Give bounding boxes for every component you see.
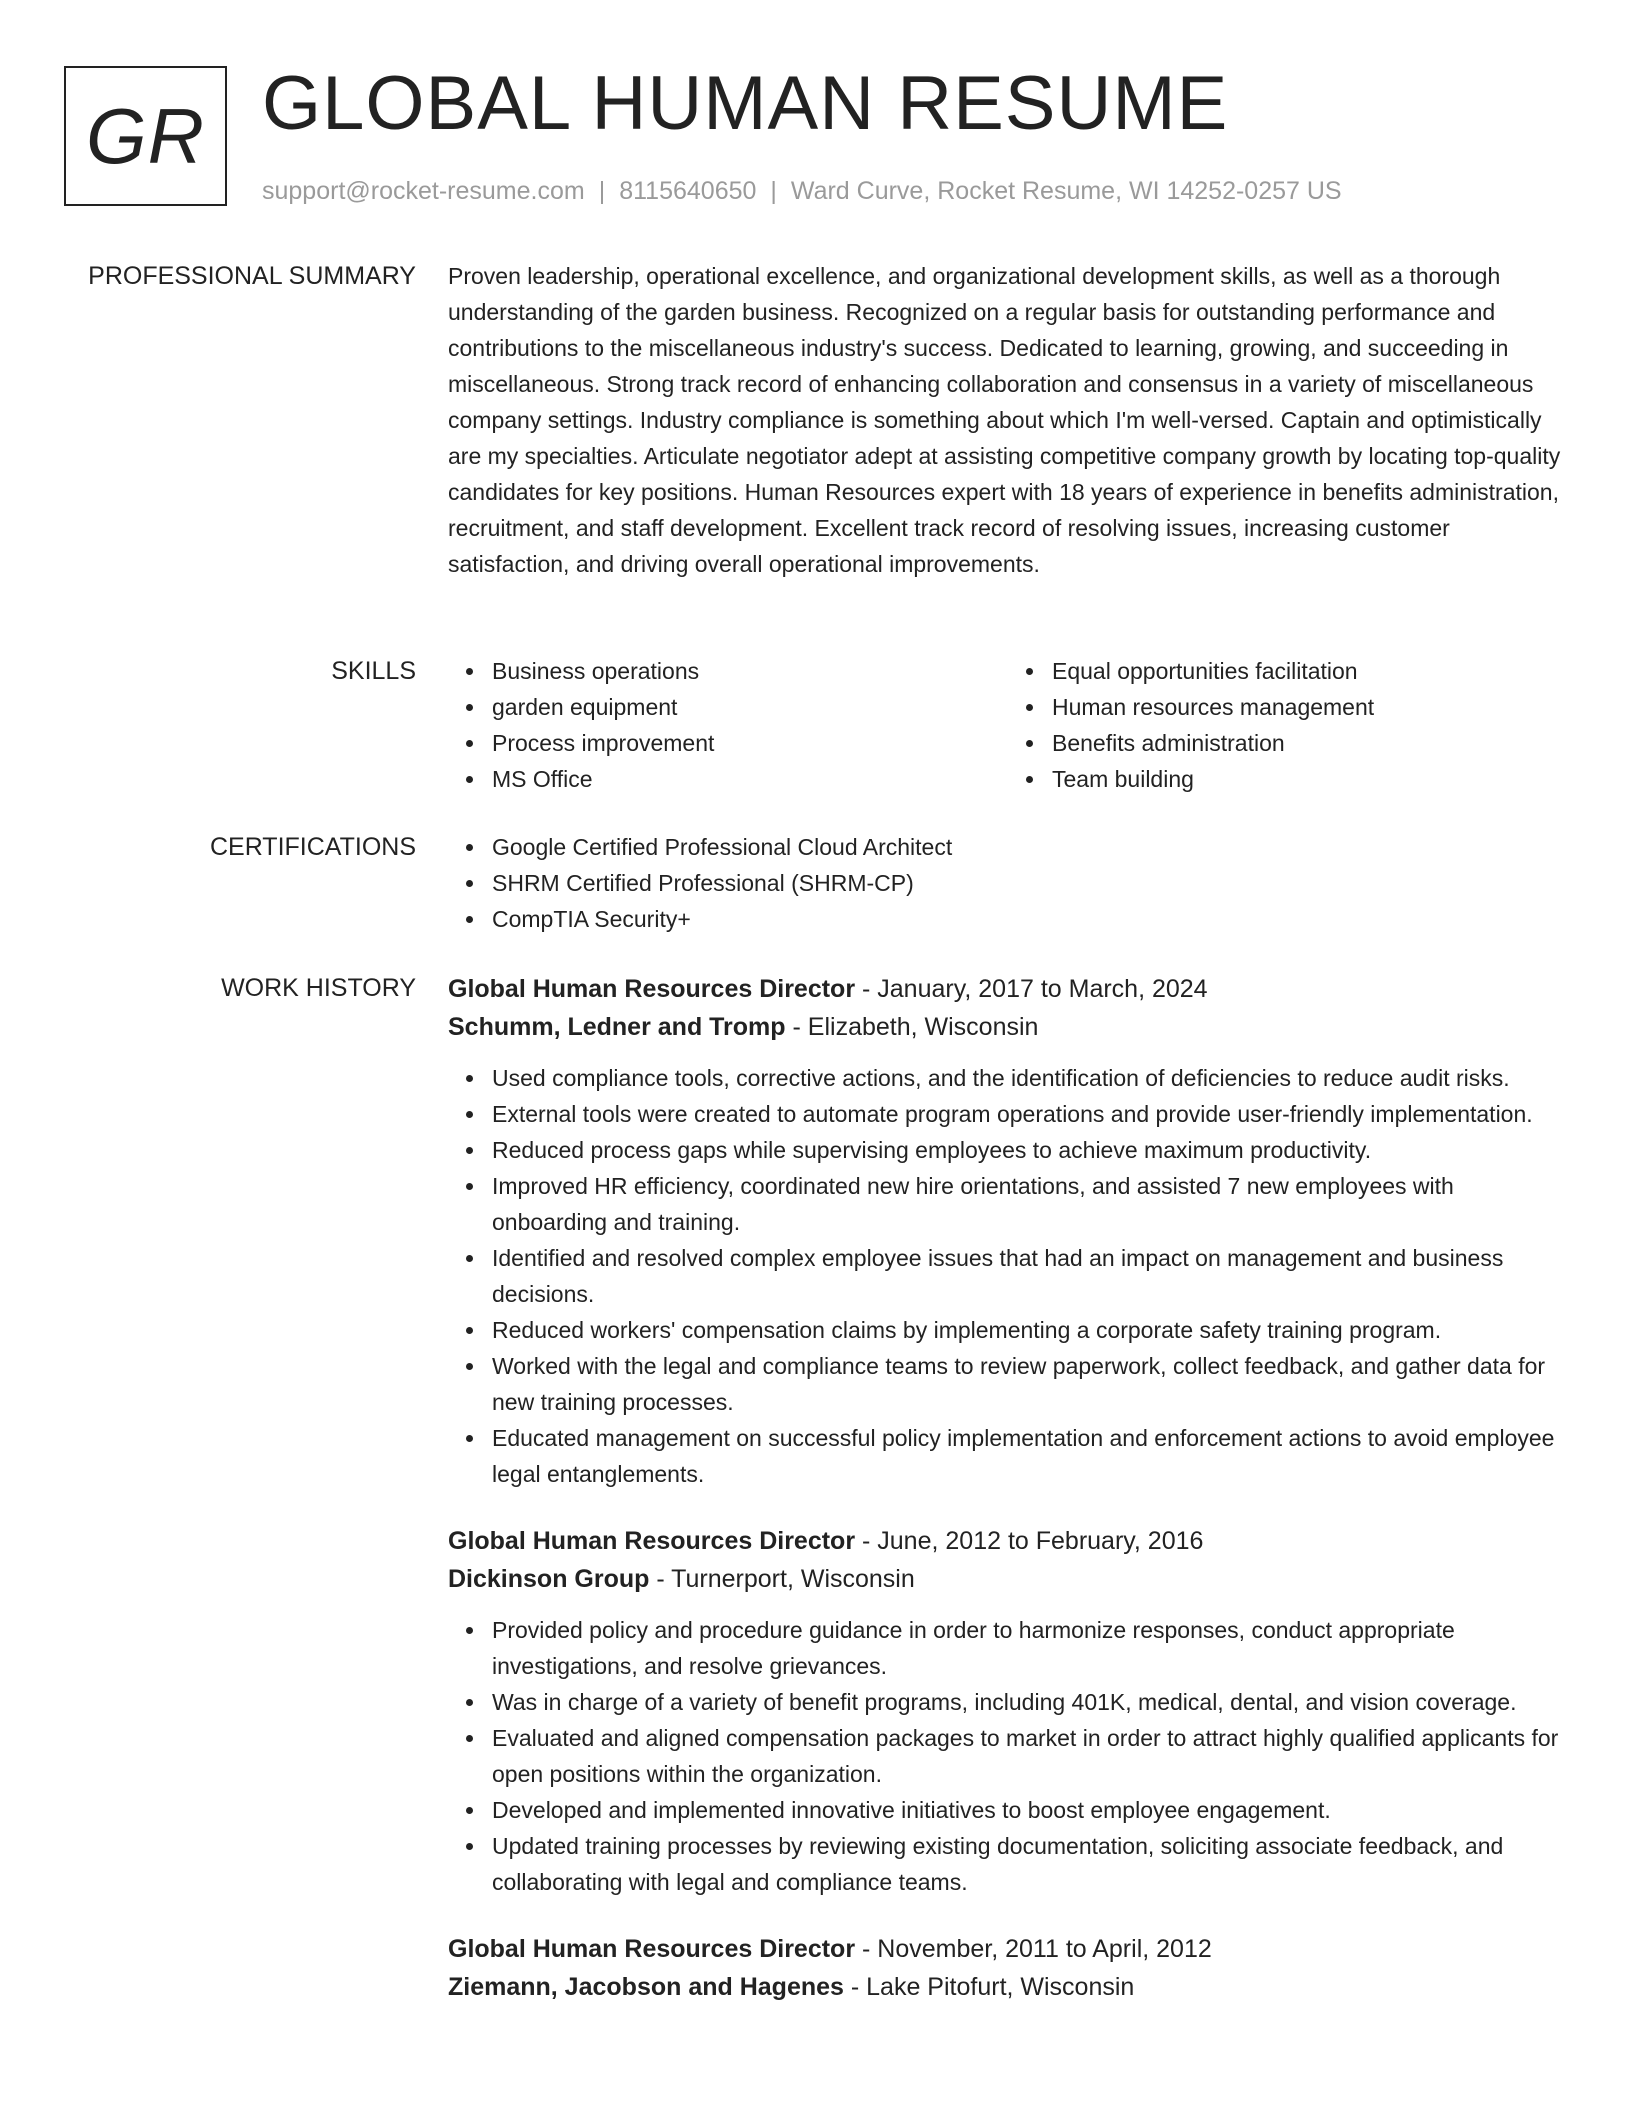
job-company: Schumm, Ledner and Tromp	[448, 1013, 786, 1041]
contact-line	[262, 174, 1342, 208]
job-entry	[448, 1930, 1568, 2006]
work-body	[448, 970, 1568, 2036]
job-title: Global Human Resources Director	[448, 1527, 856, 1555]
summary-text: Proven leadership, operational excellence, and organizational development skills, as well as a thorough understanding of the garden business. Recognized on a regular basis for outstanding performance and contributions to the miscellaneous industry's success. Dedicated to learning, growing, and succeeding in miscellaneous. Strong track record of enhancing collaboration and consensus in a variety of miscellaneous company settings. Industry compliance is something about which I'm well-versed. Captain and optimistically are my specialties. Articulate negotiator adept at assisting competitive company growth by locating top-quality candidates for key positions. Human Resources expert with 18 years of experience in benefits administration, recruitment, and staff development. Excellent track record of resolving issues, increasing customer satisfaction, and driving overall operational improvements.	[448, 263, 1561, 577]
job-duty-item: Developed and implemented innovative initiatives to boost employee engagement.	[492, 1792, 1568, 1828]
skill-item: Process improvement	[492, 725, 1008, 761]
job-dates: - June, 2012 to February, 2016	[855, 1527, 1204, 1555]
job-title: Global Human Resources Director	[448, 975, 856, 1003]
job-company-line	[448, 1560, 1568, 1598]
job-duty-item: Updated training processes by reviewing existing documentation, soliciting associate feedback, and collaborating with legal and compliance teams.	[492, 1828, 1568, 1900]
work-label: WORK HISTORY	[221, 974, 416, 1002]
skill-item: Business operations	[492, 653, 1008, 689]
monogram-initials: GR	[86, 91, 205, 180]
job-duties-list	[448, 1612, 1568, 1900]
skill-item: Equal opportunities facilitation	[1052, 653, 1568, 689]
contact-separator: |	[598, 177, 606, 205]
certifications-body	[448, 829, 1568, 937]
skills-label: SKILLS	[331, 657, 416, 685]
skill-item: garden equipment	[492, 689, 1008, 725]
resume-name: GLOBAL HUMAN RESUME	[262, 61, 1229, 146]
job-location: - Elizabeth, Wisconsin	[785, 1013, 1039, 1041]
job-location: - Turnerport, Wisconsin	[649, 1565, 915, 1593]
contact-address: Ward Curve, Rocket Resume, WI 14252-0257 US	[790, 177, 1342, 205]
job-company: Ziemann, Jacobson and Hagenes	[448, 1973, 844, 2001]
job-location: - Lake Pitofurt, Wisconsin	[843, 1973, 1135, 2001]
skills-body	[448, 653, 1568, 797]
job-duty-item: Was in charge of a variety of benefit programs, including 401K, medical, dental, and vision coverage.	[492, 1684, 1568, 1720]
job-title-line	[448, 1522, 1568, 1560]
job-duty-item: Worked with the legal and compliance teams to review paperwork, collect feedback, and gather data for new training processes.	[492, 1348, 1568, 1420]
summary-body	[448, 258, 1568, 582]
certification-item: Google Certified Professional Cloud Architect	[492, 829, 1568, 865]
job-entry	[448, 1522, 1568, 1900]
skill-item: MS Office	[492, 761, 1008, 797]
job-company-line	[448, 1968, 1568, 2006]
job-duty-item: Used compliance tools, corrective actions, and the identification of deficiencies to reduce audit risks.	[492, 1060, 1568, 1096]
contact-separator: |	[770, 177, 777, 205]
job-duty-item: Provided policy and procedure guidance in order to harmonize responses, conduct appropriate investigations, and resolve grievances.	[492, 1612, 1568, 1684]
job-duties-list	[448, 1060, 1568, 1492]
job-company: Dickinson Group	[448, 1565, 650, 1593]
job-dates: - January, 2017 to March, 2024	[855, 975, 1208, 1003]
contact-email: support@rocket-resume.com	[262, 177, 585, 205]
certifications-label: CERTIFICATIONS	[209, 833, 416, 861]
job-duty-item: Educated management on successful policy implementation and enforcement actions to avoid employee legal entanglements.	[492, 1420, 1568, 1492]
job-entry	[448, 970, 1568, 1492]
skills-list-right	[1008, 653, 1568, 797]
certifications-list	[448, 829, 1568, 937]
job-dates: - November, 2011 to April, 2012	[855, 1935, 1212, 1963]
job-duty-item: Improved HR efficiency, coordinated new hire orientations, and assisted 7 new employees with onboarding and training.	[492, 1168, 1568, 1240]
skill-item: Team building	[1052, 761, 1568, 797]
certification-item: SHRM Certified Professional (SHRM-CP)	[492, 865, 1568, 901]
summary-label: PROFESSIONAL SUMMARY	[88, 262, 416, 290]
skills-list-left	[448, 653, 1008, 797]
skill-item: Benefits administration	[1052, 725, 1568, 761]
job-duty-item: External tools were created to automate program operations and provide user-friendly implementation.	[492, 1096, 1568, 1132]
job-duty-item: Evaluated and aligned compensation packages to market in order to attract highly qualified applicants for open positions within the organization.	[492, 1720, 1568, 1792]
certification-item: CompTIA Security+	[492, 901, 1568, 937]
job-title-line	[448, 1930, 1568, 1968]
job-duty-item: Identified and resolved complex employee issues that had an impact on management and business decisions.	[492, 1240, 1568, 1312]
job-duty-item: Reduced workers' compensation claims by implementing a corporate safety training program.	[492, 1312, 1568, 1348]
skill-item: Human resources management	[1052, 689, 1568, 725]
job-title-line	[448, 970, 1568, 1008]
job-title: Global Human Resources Director	[448, 1935, 856, 1963]
job-duty-item: Reduced process gaps while supervising employees to achieve maximum productivity.	[492, 1132, 1568, 1168]
contact-phone: 8115640650	[619, 177, 757, 205]
job-company-line	[448, 1008, 1568, 1046]
monogram-box	[64, 66, 227, 206]
